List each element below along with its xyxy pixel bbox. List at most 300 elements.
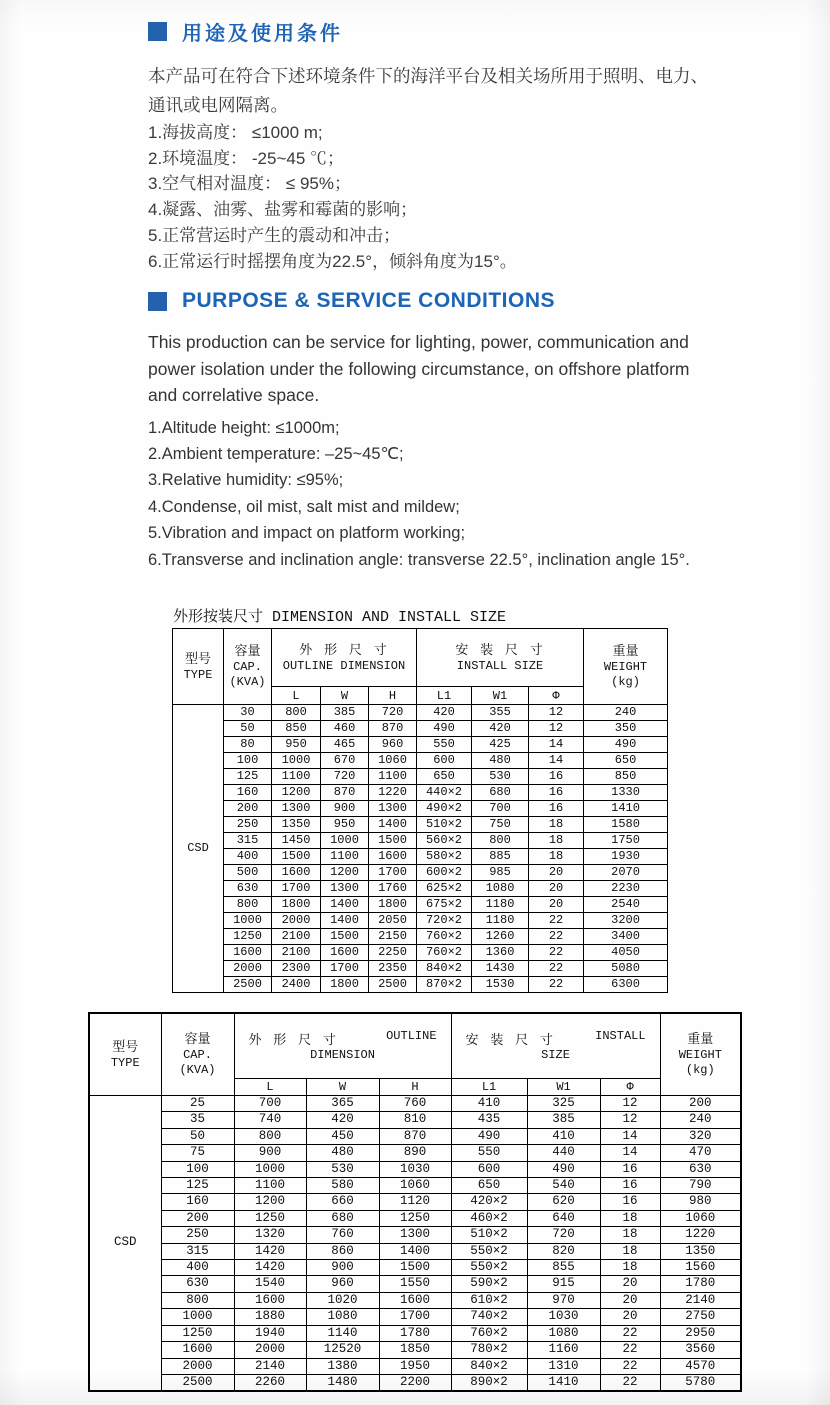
type-value-cell: CSD (173, 705, 224, 993)
dimension-cell: 80 (224, 737, 272, 753)
dimension-cell: 365 (306, 1096, 379, 1112)
dimension-cell: 200 (224, 801, 272, 817)
table-row (173, 945, 668, 961)
dimension-cell: 890 (379, 1145, 451, 1161)
dimension-cell: 315 (224, 833, 272, 849)
dimension-cell: 12520 (306, 1342, 379, 1358)
table-row (173, 929, 668, 945)
dimension-cell: 870 (379, 1128, 451, 1144)
dimension-cell: 1250 (234, 1210, 306, 1226)
dimension-cell: 850 (272, 721, 321, 737)
col-header-phi: Φ (600, 1079, 660, 1096)
dimension-cell: 1500 (369, 833, 417, 849)
dimension-cell: 325 (527, 1096, 600, 1112)
dimension-cell: 1750 (584, 833, 668, 849)
dimension-cell: 2540 (584, 897, 668, 913)
dimension-cell: 16 (529, 801, 584, 817)
dimension-cell: 1400 (379, 1243, 451, 1259)
table-row (173, 737, 668, 753)
dimension-cell: 840×2 (417, 961, 472, 977)
dimension-cell: 100 (161, 1161, 234, 1177)
dimension-cell: 900 (234, 1145, 306, 1161)
dimension-cell: 510×2 (451, 1227, 527, 1243)
dimension-cell: 1760 (369, 881, 417, 897)
dimension-cell: 2100 (272, 929, 321, 945)
dimension-cell: 700 (472, 801, 529, 817)
condition-item: 2.环境温度： -25~45 ℃； (148, 148, 345, 168)
section-purpose-service-en (148, 289, 788, 573)
dimension-cell: 1400 (321, 913, 369, 929)
dimension-cell: 1220 (369, 785, 417, 801)
condition-list-en (148, 415, 788, 573)
dimension-cell: 2350 (369, 961, 417, 977)
dimension-cell: 1250 (224, 929, 272, 945)
dimension-cell: 20 (600, 1276, 660, 1292)
table-row (173, 977, 668, 993)
dimension-cell: 20 (529, 865, 584, 881)
dimension-cell: 1100 (272, 769, 321, 785)
dimension-cell: 2000 (161, 1358, 234, 1374)
dimension-cell: 600 (451, 1161, 527, 1177)
dimension-cell: 12 (529, 721, 584, 737)
dimension-cell: 740 (234, 1112, 306, 1128)
dimension-cell: 490 (584, 737, 668, 753)
dimension-cell: 1800 (369, 897, 417, 913)
dimension-cell: 2950 (660, 1325, 741, 1341)
dimension-cell: 1080 (527, 1325, 600, 1341)
dimension-cell: 550 (451, 1145, 527, 1161)
dimension-cell: 470 (660, 1145, 741, 1161)
dimension-cell: 870×2 (417, 977, 472, 993)
table-row (89, 1128, 741, 1144)
col-header-L1: L1 (417, 687, 472, 705)
dimension-cell: 620 (527, 1194, 600, 1210)
dimension-cell: 490 (451, 1128, 527, 1144)
dimension-cell: 200 (660, 1096, 741, 1112)
type-value-cell: CSD (89, 1096, 161, 1392)
dimension-cell: 820 (527, 1243, 600, 1259)
dimension-cell: 1300 (272, 801, 321, 817)
dimension-cell: 420 (472, 721, 529, 737)
condition-item: 4.凝露、油雾、盐雾和霉菌的影响； (148, 200, 418, 220)
table-title: 外形按装尺寸 DIMENSION AND INSTALL SIZE (173, 609, 507, 626)
table-row (89, 1309, 741, 1325)
dimension-cell: 1330 (584, 785, 668, 801)
dimension-cell: 1600 (321, 945, 369, 961)
table-row (89, 1325, 741, 1341)
dimension-cell: 1700 (369, 865, 417, 881)
table-row (173, 849, 668, 865)
dimension-cell: 250 (161, 1227, 234, 1243)
dimension-cell: 460×2 (451, 1210, 527, 1226)
dimension-cell: 2150 (369, 929, 417, 945)
dimension-cell: 465 (321, 737, 369, 753)
condition-item: 2.Ambient temperature: –25~45℃; (148, 444, 404, 463)
dimension-cell: 1310 (527, 1358, 600, 1374)
dimension-cell: 1800 (321, 977, 369, 993)
dimension-cell: 400 (224, 849, 272, 865)
dimension-cell: 1880 (234, 1309, 306, 1325)
dimension-cell: 800 (161, 1292, 234, 1308)
dimension-cell: 1600 (272, 865, 321, 881)
dimension-cell: 800 (224, 897, 272, 913)
dimension-cell: 1000 (161, 1309, 234, 1325)
dimension-cell: 18 (600, 1227, 660, 1243)
condition-item: 3.空气相对温度： ≤ 95%； (148, 174, 351, 194)
dimension-cell: 5080 (584, 961, 668, 977)
dimension-cell: 1120 (379, 1194, 451, 1210)
dimension-cell: 800 (272, 705, 321, 721)
table-row (173, 961, 668, 977)
dimension-cell: 670 (321, 753, 369, 769)
dimension-cell: 490 (417, 721, 472, 737)
dimension-cell: 1430 (472, 961, 529, 977)
dimension-cell: 22 (600, 1358, 660, 1374)
dimension-cell: 435 (451, 1112, 527, 1128)
table-row (173, 769, 668, 785)
dimension-cell: 400 (161, 1260, 234, 1276)
intro-line: 本产品可在符合下述环境条件下的海洋平台及相关场所用于照明、电力、 (148, 66, 708, 86)
dimension-cell: 900 (306, 1260, 379, 1276)
dimension-cell: 1160 (527, 1342, 600, 1358)
table-row (89, 1161, 741, 1177)
dimension-cell: 14 (529, 737, 584, 753)
table-row (89, 1145, 741, 1161)
dimension-cell: 550×2 (451, 1243, 527, 1259)
dimension-cell: 610×2 (451, 1292, 527, 1308)
dimension-cell: 760×2 (417, 929, 472, 945)
table-row (89, 1292, 741, 1308)
section-bullet-icon (148, 22, 167, 41)
dimension-cell: 6300 (584, 977, 668, 993)
dimension-cell: 4050 (584, 945, 668, 961)
dimension-cell: 250 (224, 817, 272, 833)
intro-line: and correlative space. (148, 385, 320, 405)
col-header-W1: W1 (527, 1079, 600, 1096)
dimension-cell: 22 (600, 1374, 660, 1391)
dimension-cell: 660 (306, 1194, 379, 1210)
dimension-cell: 2000 (224, 961, 272, 977)
col-header-type: 型号 TYPE (89, 1013, 161, 1096)
dimension-cell: 1500 (321, 929, 369, 945)
dimension-cell: 970 (527, 1292, 600, 1308)
section-title-cn: 用途及使用条件 (182, 23, 343, 45)
dimension-cell: 5780 (660, 1374, 741, 1391)
dimension-cell: 1200 (234, 1194, 306, 1210)
dimension-cell: 1060 (369, 753, 417, 769)
dimension-cell: 1080 (306, 1309, 379, 1325)
dimension-cell: 760×2 (417, 945, 472, 961)
dimension-cell: 16 (600, 1194, 660, 1210)
dimension-cell: 22 (600, 1325, 660, 1341)
dimension-cell: 630 (224, 881, 272, 897)
table-row (89, 1112, 741, 1128)
condition-item: 6.Transverse and inclination angle: transverse 22.5°, inclination angle 15°. (148, 550, 690, 569)
dimension-cell: 680 (306, 1210, 379, 1226)
dimension-cell: 1800 (272, 897, 321, 913)
condition-item: 1.海拔高度： ≤1000 m; (148, 123, 323, 142)
dimension-cell: 650 (417, 769, 472, 785)
dimension-cell: 960 (306, 1276, 379, 1292)
dimension-cell: 870 (369, 721, 417, 737)
dimension-cell: 890×2 (451, 1374, 527, 1391)
dimension-cell: 1250 (161, 1325, 234, 1341)
dimension-cell: 1600 (224, 945, 272, 961)
dimension-cell: 510×2 (417, 817, 472, 833)
dimension-cell: 22 (529, 945, 584, 961)
dimension-cell: 315 (161, 1243, 234, 1259)
dimension-cell: 420 (306, 1112, 379, 1128)
dimension-cell: 16 (600, 1161, 660, 1177)
dimension-cell: 630 (161, 1276, 234, 1292)
col-header-capacity: 容量 CAP. (KVA) (224, 629, 272, 705)
table-row (173, 721, 668, 737)
col-header-outline-dimension: 外 形 尺 寸 OUTLINE DIMENSION (272, 629, 417, 687)
dimension-cell: 1530 (472, 977, 529, 993)
condition-item: 4.Condense, oil mist, salt mist and mildew; (148, 497, 460, 516)
dimension-cell: 720×2 (417, 913, 472, 929)
col-header-W: W (306, 1079, 379, 1096)
dimension-cell: 22 (529, 961, 584, 977)
dimension-cell: 240 (660, 1112, 741, 1128)
dimension-cell: 1950 (379, 1358, 451, 1374)
dimension-cell: 1550 (379, 1276, 451, 1292)
dimension-cell: 1480 (306, 1374, 379, 1391)
dimension-cell: 680 (472, 785, 529, 801)
intro-paragraph-cn (148, 62, 748, 120)
dimension-cell: 355 (472, 705, 529, 721)
dimension-cell: 410 (451, 1096, 527, 1112)
dimension-cell: 490×2 (417, 801, 472, 817)
dimension-cell: 2500 (224, 977, 272, 993)
intro-line: power isolation under the following circumstance, on offshore platform (148, 358, 690, 379)
dimension-cell: 810 (379, 1112, 451, 1128)
col-header-weight: 重量 WEIGHT (kg) (584, 629, 668, 705)
dimension-cell: 1410 (584, 801, 668, 817)
dimension-cell: 1300 (379, 1227, 451, 1243)
dimension-cell: 950 (272, 737, 321, 753)
dimension-cell: 1600 (234, 1292, 306, 1308)
dimension-cell: 980 (660, 1194, 741, 1210)
dimension-cell: 650 (451, 1178, 527, 1194)
dimension-cell: 1320 (234, 1227, 306, 1243)
dimension-cell: 1500 (272, 849, 321, 865)
dimension-cell: 12 (529, 705, 584, 721)
table-row (89, 1210, 741, 1226)
dimension-cell: 1380 (306, 1358, 379, 1374)
dimension-cell: 1420 (234, 1243, 306, 1259)
dimension-cell: 840×2 (451, 1358, 527, 1374)
col-header-L: L (272, 687, 321, 705)
table-row (89, 1227, 741, 1243)
dimension-cell: 1850 (379, 1342, 451, 1358)
table-row (173, 753, 668, 769)
dimension-cell: 550×2 (451, 1260, 527, 1276)
dimension-cell: 460 (321, 721, 369, 737)
dimension-cell: 720 (369, 705, 417, 721)
dimension-cell: 1000 (321, 833, 369, 849)
dimension-cell: 1020 (306, 1292, 379, 1308)
dimension-cell: 18 (600, 1210, 660, 1226)
dimension-cell: 630 (660, 1161, 741, 1177)
condition-list-cn (148, 120, 748, 274)
dimension-cell: 18 (600, 1260, 660, 1276)
dimension-cell: 2250 (369, 945, 417, 961)
dimension-cell: 240 (584, 705, 668, 721)
dimension-cell: 1060 (379, 1178, 451, 1194)
dimension-cell: 540 (527, 1178, 600, 1194)
dimension-cell: 1250 (379, 1210, 451, 1226)
dimension-cell: 385 (527, 1112, 600, 1128)
dimension-cell: 855 (527, 1260, 600, 1276)
dimension-cell: 440 (527, 1145, 600, 1161)
condition-item: 5.正常营运时产生的震动和冲击； (148, 225, 401, 245)
dimension-cell: 18 (529, 833, 584, 849)
table-row (173, 833, 668, 849)
dimension-cell: 950 (321, 817, 369, 833)
dimension-cell: 1560 (660, 1260, 741, 1276)
dimension-cell: 1300 (321, 881, 369, 897)
dimension-cell: 1030 (527, 1309, 600, 1325)
dimension-cell: 1600 (161, 1342, 234, 1358)
dimension-cell: 1780 (379, 1325, 451, 1341)
condition-item: 3.Relative humidity: ≤95%; (148, 471, 344, 490)
dimension-cell: 625×2 (417, 881, 472, 897)
dimension-cell: 1360 (472, 945, 529, 961)
dimension-cell: 1000 (224, 913, 272, 929)
dimension-cell: 480 (306, 1145, 379, 1161)
dimension-cell: 720 (321, 769, 369, 785)
table-row (89, 1358, 741, 1374)
dimension-install-table-2 (88, 1012, 742, 1392)
dimension-cell: 1400 (369, 817, 417, 833)
dimension-cell: 1220 (660, 1227, 741, 1243)
col-header-install-size: 安 装 尺 寸 INSTALL SIZE (417, 629, 584, 687)
dimension-cell: 125 (161, 1178, 234, 1194)
table-row (89, 1374, 741, 1391)
col-header-outline-dimension: 外 形 尺 寸 OUTLINE DIMENSION (234, 1013, 451, 1079)
dimension-cell: 760×2 (451, 1325, 527, 1341)
dimension-cell: 3200 (584, 913, 668, 929)
table-row (173, 705, 668, 721)
dimension-cell: 18 (529, 817, 584, 833)
dimension-cell: 100 (224, 753, 272, 769)
dimension-cell: 3560 (660, 1342, 741, 1358)
dimension-cell: 530 (472, 769, 529, 785)
dimension-cell: 50 (224, 721, 272, 737)
dimension-cell: 410 (527, 1128, 600, 1144)
dimension-cell: 160 (161, 1194, 234, 1210)
dimension-cell: 860 (306, 1243, 379, 1259)
dimension-cell: 1200 (321, 865, 369, 881)
dimension-cell: 800 (234, 1128, 306, 1144)
table-row (173, 817, 668, 833)
intro-paragraph-en (148, 329, 788, 409)
dimension-cell: 14 (600, 1128, 660, 1144)
dimension-cell: 14 (529, 753, 584, 769)
col-header-H: H (379, 1079, 451, 1096)
dimension-cell: 16 (600, 1178, 660, 1194)
dimension-cell: 1930 (584, 849, 668, 865)
dimension-cell: 75 (161, 1145, 234, 1161)
dimension-cell: 2300 (272, 961, 321, 977)
dimension-cell: 2000 (234, 1342, 306, 1358)
dimension-cell: 2400 (272, 977, 321, 993)
dimension-cell: 1350 (272, 817, 321, 833)
dimension-cell: 35 (161, 1112, 234, 1128)
dimension-cell: 1200 (272, 785, 321, 801)
dimension-cell: 2100 (272, 945, 321, 961)
dimension-cell: 1300 (369, 801, 417, 817)
dimension-cell: 25 (161, 1096, 234, 1112)
dimension-cell: 1700 (379, 1309, 451, 1325)
dimension-cell: 200 (161, 1210, 234, 1226)
dimension-cell: 480 (472, 753, 529, 769)
dimension-cell: 600×2 (417, 865, 472, 881)
table-row (89, 1096, 741, 1112)
dimension-cell: 20 (529, 897, 584, 913)
dimension-cell: 1540 (234, 1276, 306, 1292)
col-header-H: H (369, 687, 417, 705)
dimension-cell: 160 (224, 785, 272, 801)
table-row (173, 801, 668, 817)
table-row (173, 897, 668, 913)
condition-item: 1.Altitude height: ≤1000m; (148, 418, 340, 437)
dimension-cell: 1600 (379, 1292, 451, 1308)
dimension-cell: 700 (234, 1096, 306, 1112)
dimension-table-2-block (88, 1012, 740, 1392)
dimension-cell: 1420 (234, 1260, 306, 1276)
dimension-cell: 2140 (660, 1292, 741, 1308)
dimension-cell: 490 (527, 1161, 600, 1177)
dimension-cell: 600 (417, 753, 472, 769)
dimension-cell: 530 (306, 1161, 379, 1177)
dimension-cell: 20 (600, 1309, 660, 1325)
dimension-cell: 12 (600, 1096, 660, 1112)
table-row (89, 1260, 741, 1276)
dimension-cell: 960 (369, 737, 417, 753)
table-row (89, 1178, 741, 1194)
table-row (173, 881, 668, 897)
table-row (173, 785, 668, 801)
intro-line: 通讯或电网隔离。 (148, 95, 288, 115)
dimension-cell: 500 (224, 865, 272, 881)
dimension-cell: 320 (660, 1128, 741, 1144)
col-header-capacity: 容量 CAP. (KVA) (161, 1013, 234, 1096)
dimension-cell: 1350 (660, 1243, 741, 1259)
dimension-cell: 1180 (472, 913, 529, 929)
dimension-cell: 420×2 (451, 1194, 527, 1210)
section-usage-conditions-cn (148, 17, 748, 274)
dimension-cell: 2260 (234, 1374, 306, 1391)
dimension-cell: 125 (224, 769, 272, 785)
dimension-cell: 550 (417, 737, 472, 753)
dimension-cell: 2500 (161, 1374, 234, 1391)
dimension-cell: 1580 (584, 817, 668, 833)
dimension-cell: 4570 (660, 1358, 741, 1374)
dimension-cell: 675×2 (417, 897, 472, 913)
dimension-table-1-block (172, 605, 667, 993)
dimension-cell: 2750 (660, 1309, 741, 1325)
dimension-cell: 590×2 (451, 1276, 527, 1292)
dimension-cell: 560×2 (417, 833, 472, 849)
dimension-cell: 1410 (527, 1374, 600, 1391)
dimension-cell: 20 (600, 1292, 660, 1308)
dimension-cell: 22 (529, 929, 584, 945)
dimension-cell: 20 (529, 881, 584, 897)
dimension-cell: 1260 (472, 929, 529, 945)
dimension-cell: 1100 (321, 849, 369, 865)
